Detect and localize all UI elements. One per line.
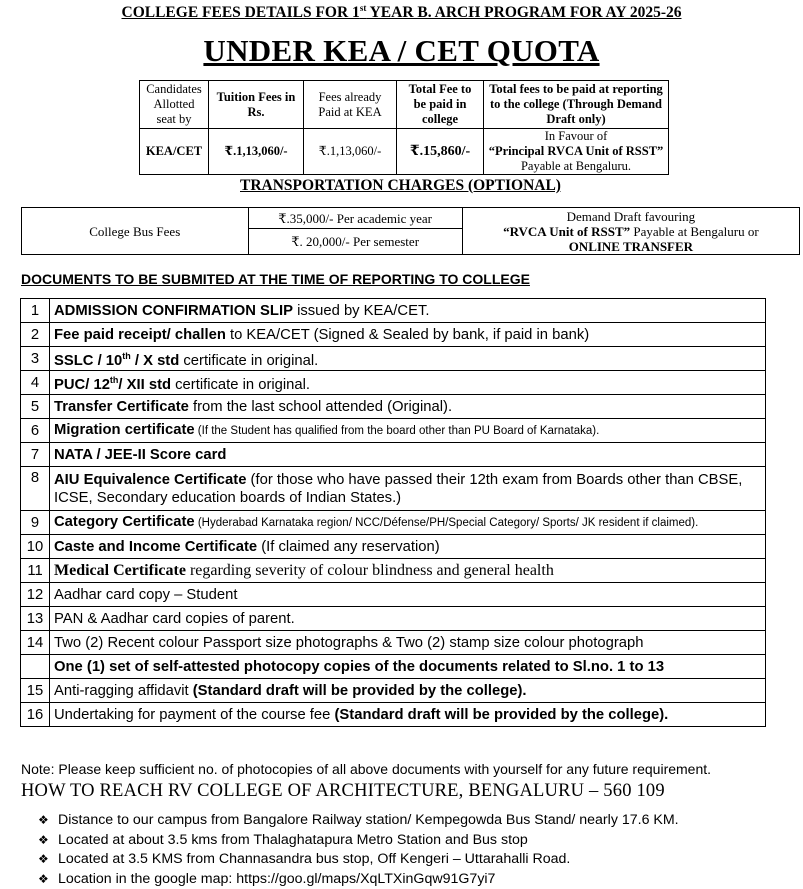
table-row	[21, 559, 766, 583]
doc-text	[50, 511, 766, 535]
doc-sup: th	[110, 375, 119, 385]
fees-header-cell: Candidates Allotted seat by	[140, 81, 209, 129]
transport-title: TRANSPORTATION CHARGES (OPTIONAL)	[240, 177, 561, 195]
fees-favour	[484, 129, 669, 175]
note-text: Note: Please keep sufficient no. of photocopies of all above documents with yourself for any future requirement.	[21, 761, 711, 777]
list-item	[38, 870, 679, 889]
doc-plain: (for those who have passed their 12th exam from Boards other than CBSE, ICSE, Secondary education boards of Indian States.)	[54, 472, 742, 506]
doc-number: 2	[21, 323, 50, 347]
doc-sup: th	[122, 351, 131, 361]
doc-bold	[54, 377, 171, 393]
table-row	[21, 511, 766, 535]
doc-plain: (Hyderabad Karnataka region/ NCC/Défense/PH/Special Category/ Sports/ JK resident if claimed).	[195, 517, 699, 529]
table-row	[21, 395, 766, 419]
title-text: COLLEGE FEES DETAILS FOR 1	[122, 4, 360, 21]
fees-total: ₹.15,860/-	[397, 129, 484, 175]
doc-text	[50, 395, 766, 419]
fees-header-cell: Total fees to be paid at reporting to the college (Through Demand Draft only)	[484, 81, 669, 129]
bus-dd-info	[462, 208, 799, 255]
reach-point-text: Distance to our campus from Bangalore Railway station/ Kempegowda Bus Stand/ nearly 17.6 KM.	[58, 812, 679, 828]
table-row	[21, 583, 766, 607]
doc-text	[50, 559, 766, 583]
doc-text: Aadhar card copy – Student	[50, 583, 766, 607]
dd-line: Demand Draft favouring	[467, 209, 795, 224]
doc-text: Two (2) Recent colour Passport size photographs & Two (2) stamp size colour photograph	[50, 631, 766, 655]
doc-bold-a: PUC/ 12	[54, 377, 110, 393]
doc-plain: (If the Student has qualified from the board other than PU Board of Karnataka).	[195, 425, 600, 437]
doc-bold: Medical Certificate	[54, 562, 186, 579]
reach-title: HOW TO REACH RV COLLEGE OF ARCHITECTURE, BENGALURU – 560 109	[21, 781, 665, 802]
doc-text	[50, 679, 766, 703]
doc-text	[50, 703, 766, 727]
doc-number: 14	[21, 631, 50, 655]
doc-bold: ADMISSION CONFIRMATION SLIP	[54, 303, 293, 319]
bus-fee-semester: ₹. 20,000/- Per semester	[248, 229, 462, 255]
favour-payee: “Principal RVCA Unit of RSST”	[488, 144, 664, 159]
doc-bold: Migration certificate	[54, 422, 195, 438]
doc-text	[50, 299, 766, 323]
doc-text	[50, 443, 766, 467]
diamond-bullet-icon: ❖	[38, 870, 58, 889]
fees-paid: ₹.1,13,060/-	[304, 129, 397, 175]
doc-number: 7	[21, 443, 50, 467]
doc-text	[50, 467, 766, 511]
doc-bold-b: / X std	[131, 353, 180, 369]
doc-plain: Anti-ragging affidavit	[54, 683, 193, 699]
doc-number: 9	[21, 511, 50, 535]
list-item	[38, 850, 679, 870]
table-row	[21, 535, 766, 559]
doc-bold: AIU Equivalence Certificate	[54, 472, 246, 488]
doc-bold: Transfer Certificate	[54, 399, 189, 415]
fees-header-row	[140, 81, 669, 129]
doc-text: One (1) set of self-attested photocopy copies of the documents related to Sl.no. 1 to 13	[50, 655, 766, 679]
doc-number: 11	[21, 559, 50, 583]
dd-text: Payable at Bengaluru or	[630, 224, 759, 239]
dd-line	[467, 224, 795, 239]
doc-bold	[54, 353, 179, 369]
reach-points	[38, 811, 679, 889]
doc-number: 6	[21, 419, 50, 443]
doc-number: 13	[21, 607, 50, 631]
doc-number: 16	[21, 703, 50, 727]
fees-header-cell: Total Fee to be paid in college	[397, 81, 484, 129]
doc-bold: Category Certificate	[54, 514, 195, 530]
table-row	[21, 679, 766, 703]
table-row	[21, 631, 766, 655]
doc-text	[50, 371, 766, 395]
doc-bold-a: SSLC / 10	[54, 353, 122, 369]
bus-fees-label: College Bus Fees	[22, 208, 249, 255]
fees-value-row	[140, 129, 669, 175]
doc-number	[21, 655, 50, 679]
diamond-bullet-icon: ❖	[38, 831, 58, 851]
doc-text	[50, 347, 766, 371]
doc-number: 3	[21, 347, 50, 371]
table-row	[21, 703, 766, 727]
title-superscript: st	[360, 3, 367, 13]
doc-plain: regarding severity of colour blindness and general health	[186, 562, 554, 579]
doc-bold: (Standard draft will be provided by the college).	[193, 683, 527, 699]
page-title	[0, 3, 803, 22]
doc-text	[50, 535, 766, 559]
doc-plain: from the last school attended (Original).	[189, 399, 452, 415]
table-row	[21, 299, 766, 323]
doc-number: 15	[21, 679, 50, 703]
favour-line: In Favour of	[488, 129, 664, 144]
fees-header-cell: Fees already Paid at KEA	[304, 81, 397, 129]
doc-bold: (Standard draft will be provided by the college).	[334, 707, 668, 723]
doc-number: 1	[21, 299, 50, 323]
title-text-rest: YEAR B. ARCH PROGRAM FOR AY 2025-26	[366, 4, 681, 21]
doc-number: 8	[21, 467, 50, 511]
fees-table	[139, 80, 669, 175]
diamond-bullet-icon: ❖	[38, 811, 58, 831]
doc-number: 10	[21, 535, 50, 559]
doc-text	[50, 323, 766, 347]
doc-plain: (If claimed any reservation)	[257, 539, 440, 555]
favour-line: Payable at Bengaluru.	[488, 159, 664, 174]
doc-number: 4	[21, 371, 50, 395]
doc-number: 12	[21, 583, 50, 607]
doc-plain: certificate in original.	[171, 377, 310, 393]
table-row	[21, 655, 766, 679]
doc-text: PAN & Aadhar card copies of parent.	[50, 607, 766, 631]
transport-table	[21, 207, 800, 255]
doc-number: 5	[21, 395, 50, 419]
fees-tuition: ₹.1,13,060/-	[209, 129, 304, 175]
table-row	[21, 467, 766, 511]
documents-table	[20, 298, 766, 727]
dd-payee: “RVCA Unit of RSST”	[503, 224, 630, 239]
list-item	[38, 811, 679, 831]
fees-header-cell: Tuition Fees in Rs.	[209, 81, 304, 129]
table-row	[21, 443, 766, 467]
doc-bold: Fee paid receipt/ challen	[54, 327, 226, 343]
doc-bold: Caste and Income Certificate	[54, 539, 257, 555]
table-row	[21, 419, 766, 443]
map-link[interactable]: Location in the google map: https://goo.gl/maps/XqLTXinGqw91G7yi7	[58, 871, 495, 887]
table-row	[21, 371, 766, 395]
table-row	[21, 607, 766, 631]
doc-bold: NATA / JEE-II Score card	[54, 447, 226, 463]
doc-text	[50, 419, 766, 443]
doc-plain: to KEA/CET (Signed & Sealed by bank, if paid in bank)	[226, 327, 589, 343]
table-row	[21, 347, 766, 371]
page-subtitle: UNDER KEA / CET QUOTA	[0, 33, 803, 69]
bus-fee-annual: ₹.35,000/- Per academic year	[248, 208, 462, 229]
fees-quota: KEA/CET	[140, 129, 209, 175]
diamond-bullet-icon: ❖	[38, 850, 58, 870]
doc-bold-b: / XII std	[118, 377, 171, 393]
reach-point-text: Located at 3.5 KMS from Channasandra bus stop, Off Kengeri – Uttarahalli Road.	[58, 851, 570, 867]
documents-title: DOCUMENTS TO BE SUBMITED AT THE TIME OF REPORTING TO COLLEGE	[21, 271, 530, 287]
doc-plain: Undertaking for payment of the course fee	[54, 707, 334, 723]
list-item	[38, 831, 679, 851]
doc-plain: certificate in original.	[179, 353, 318, 369]
doc-plain: issued by KEA/CET.	[293, 303, 430, 319]
transport-row	[22, 208, 800, 229]
table-row	[21, 323, 766, 347]
reach-point-text: Located at about 3.5 kms from Thalaghatapura Metro Station and Bus stop	[58, 832, 528, 848]
dd-online: ONLINE TRANSFER	[467, 239, 795, 254]
